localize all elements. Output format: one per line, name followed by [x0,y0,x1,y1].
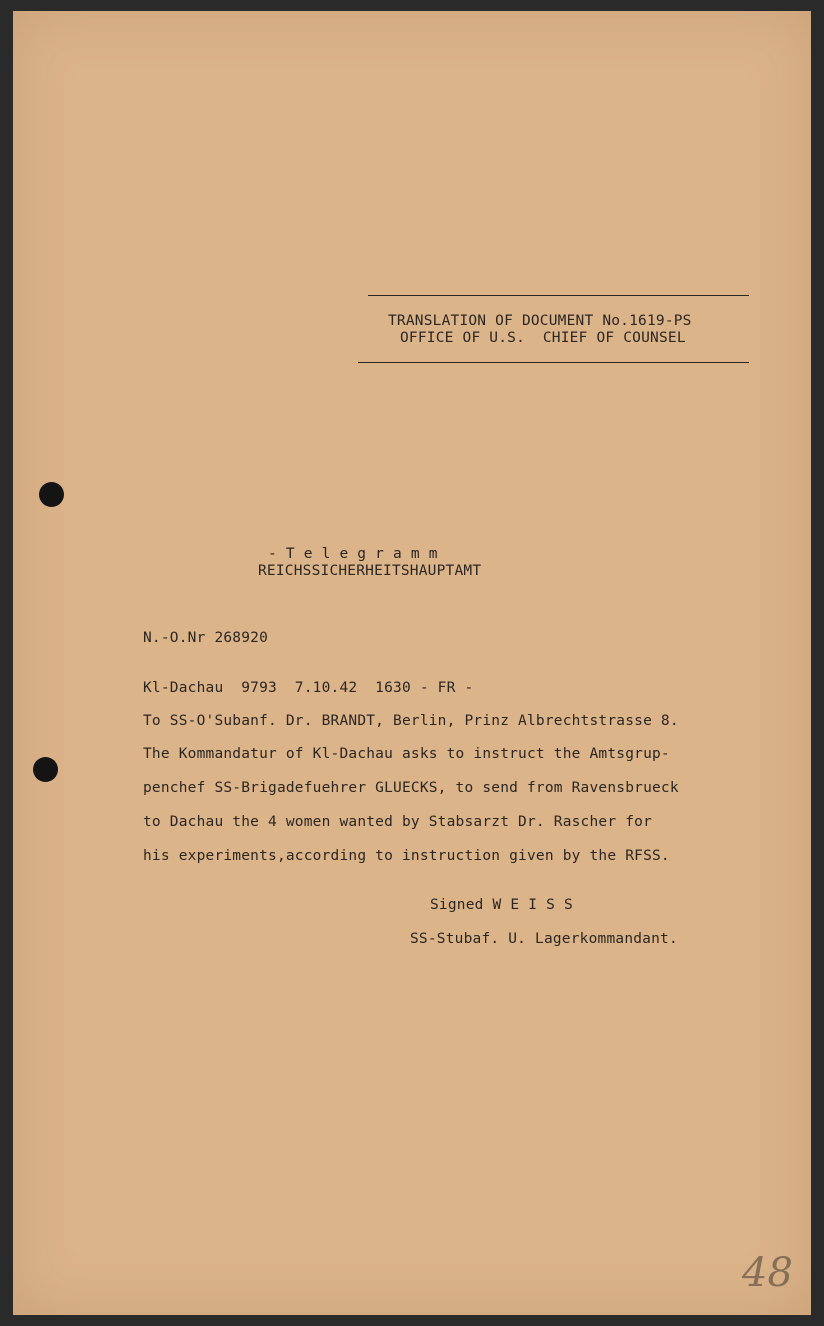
header-line-2: OFFICE OF U.S. CHIEF OF COUNSEL [400,330,686,346]
signer-title: SS-Stubaf. U. Lagerkommandant. [410,931,678,947]
header-line-1: TRANSLATION OF DOCUMENT No.1619-PS [388,313,692,329]
sender-office: REICHSSICHERHEITSHAUPTAMT [258,563,482,579]
punch-hole-bottom [33,757,58,782]
header-rule-bottom [358,362,749,363]
punch-hole-top [39,482,64,507]
body-line-4: to Dachau the 4 women wanted by Stabsarzt Dr. Rascher for [143,814,652,830]
body-line-5: his experiments,according to instruction given by the RFSS. [143,848,670,864]
header-rule-top [368,295,749,296]
body-line-3: penchef SS-Brigadefuehrer GLUECKS, to send from Ravensbrueck [143,780,679,796]
body-line-2: The Kommandatur of Kl-Dachau asks to instruct the Amtsgrup- [143,746,670,762]
reference-number: N.-O.Nr 268920 [143,630,269,646]
document-page [13,11,811,1315]
origin-line: Kl-Dachau 9793 7.10.42 1630 - FR - [143,680,474,696]
signed-line: Signed W E I S S [430,897,573,913]
handwritten-page-number: 48 [742,1250,793,1296]
telegram-title: - T e l e g r a m m [268,546,438,562]
body-line-1: To SS-O'Subanf. Dr. BRANDT, Berlin, Prinz Albrechtstrasse 8. [143,713,679,729]
